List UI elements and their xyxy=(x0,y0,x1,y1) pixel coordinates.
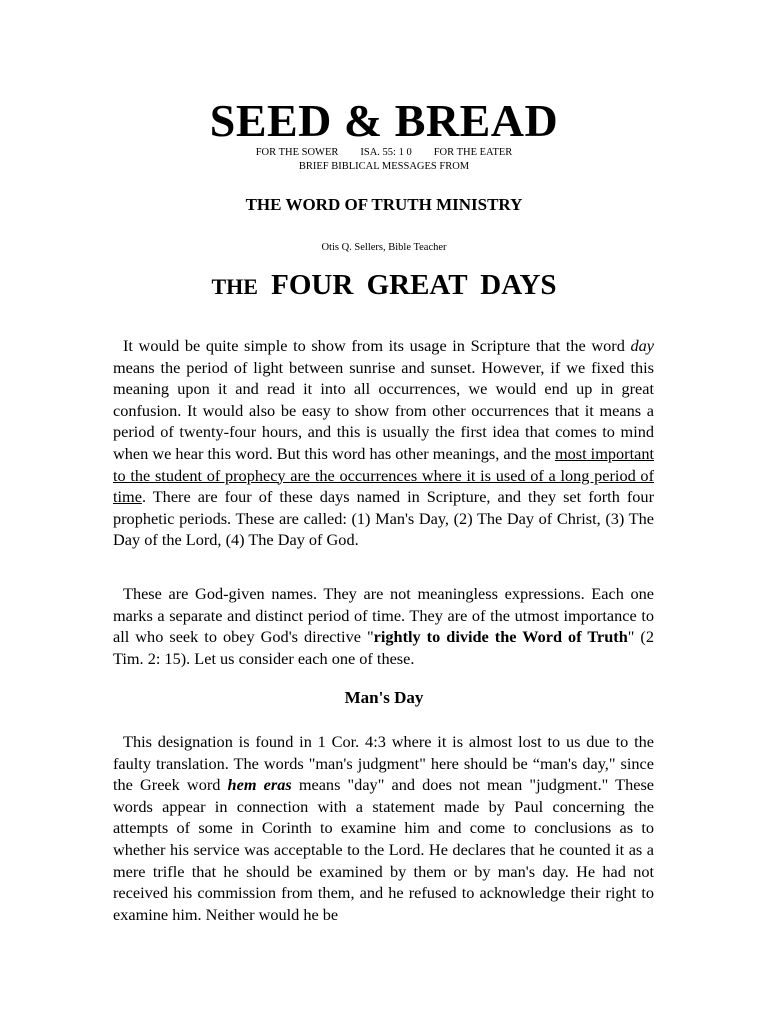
teacher-credit: Otis Q. Sellers, Bible Teacher xyxy=(321,242,447,253)
paragraph-intro xyxy=(113,335,654,551)
p1-middle: means the period of light between sunrise and sunset. However, if we fixed this meaning upon it and read it into all occurrences, we would end up in great confusion. It would also be easy to show from other occurrences that it means a period of twenty-four hours, and this is usually the first idea that comes to mind when we hear this word. But this word has other meanings, and the xyxy=(113,357,654,463)
brief-messages-line: BRIEF BIBLICAL MESSAGES FROM xyxy=(298,161,470,172)
title-article: THE xyxy=(211,274,258,299)
p2-end: " (2 Tim. 2: 15). Let us consider each one of these. xyxy=(113,627,654,668)
paragraph-god-given-names xyxy=(113,583,654,669)
paragraph-mans-day xyxy=(113,731,654,925)
p1-underlined-phrase: most important to the student of prophecy are the occurrences where it is used of a long period of time xyxy=(113,443,654,507)
masthead-subline xyxy=(0,146,768,159)
p3-end: means "day" and does not mean "judgment." These words appear in connection with a statement made by Paul concerning the attempts of some in Corinth to examine him and come to conclusions as to whether his service was acceptable to the Lord. He declares that he counted it as a mere trifle that he should be examined by them or by man's day. He had not received his commission from them, and he refused to acknowledge their right to examine him. Neither would he be xyxy=(113,775,655,924)
p1-intro: It would be quite simple to show from its usage in Scripture that the word xyxy=(123,336,625,355)
p1-word-day: day xyxy=(630,336,654,355)
masthead-title: SEED & BREAD xyxy=(209,95,559,146)
title-main: FOUR GREAT DAYS xyxy=(271,269,557,301)
ministry-name: THE WORD OF TRUTH MINISTRY xyxy=(245,195,523,214)
section-heading-mans-day: Man's Day xyxy=(344,688,424,707)
p2-bold-phrase: rightly to divide the Word of Truth xyxy=(373,627,628,647)
document-title xyxy=(0,268,768,304)
p1-ending: . There are four of these days named in Scripture, and they set forth four prophetic periods. These are called: (1) Man's Day, (2) The Day of Christ, (3) The Day of the Lord, (4) The Day of God. xyxy=(113,487,654,550)
eater-label: FOR THE EATER xyxy=(433,147,513,158)
p3-greek-word: hem eras xyxy=(227,775,292,795)
sower-label: FOR THE SOWER xyxy=(255,147,339,158)
p2-start: These are God-given names. They are not meaningless expressions. Each one marks a separate and distinct period of time. They are of the utmost importance to all who seek to obey God's directive " xyxy=(113,584,654,647)
p3-start: This designation is found in 1 Cor. 4:3 where it is almost lost to us due to the faulty translation. The words "man's judgment" here should be “man's day," since the Greek word xyxy=(113,732,654,795)
verse-reference: ISA. 55: 1 0 xyxy=(360,147,412,158)
